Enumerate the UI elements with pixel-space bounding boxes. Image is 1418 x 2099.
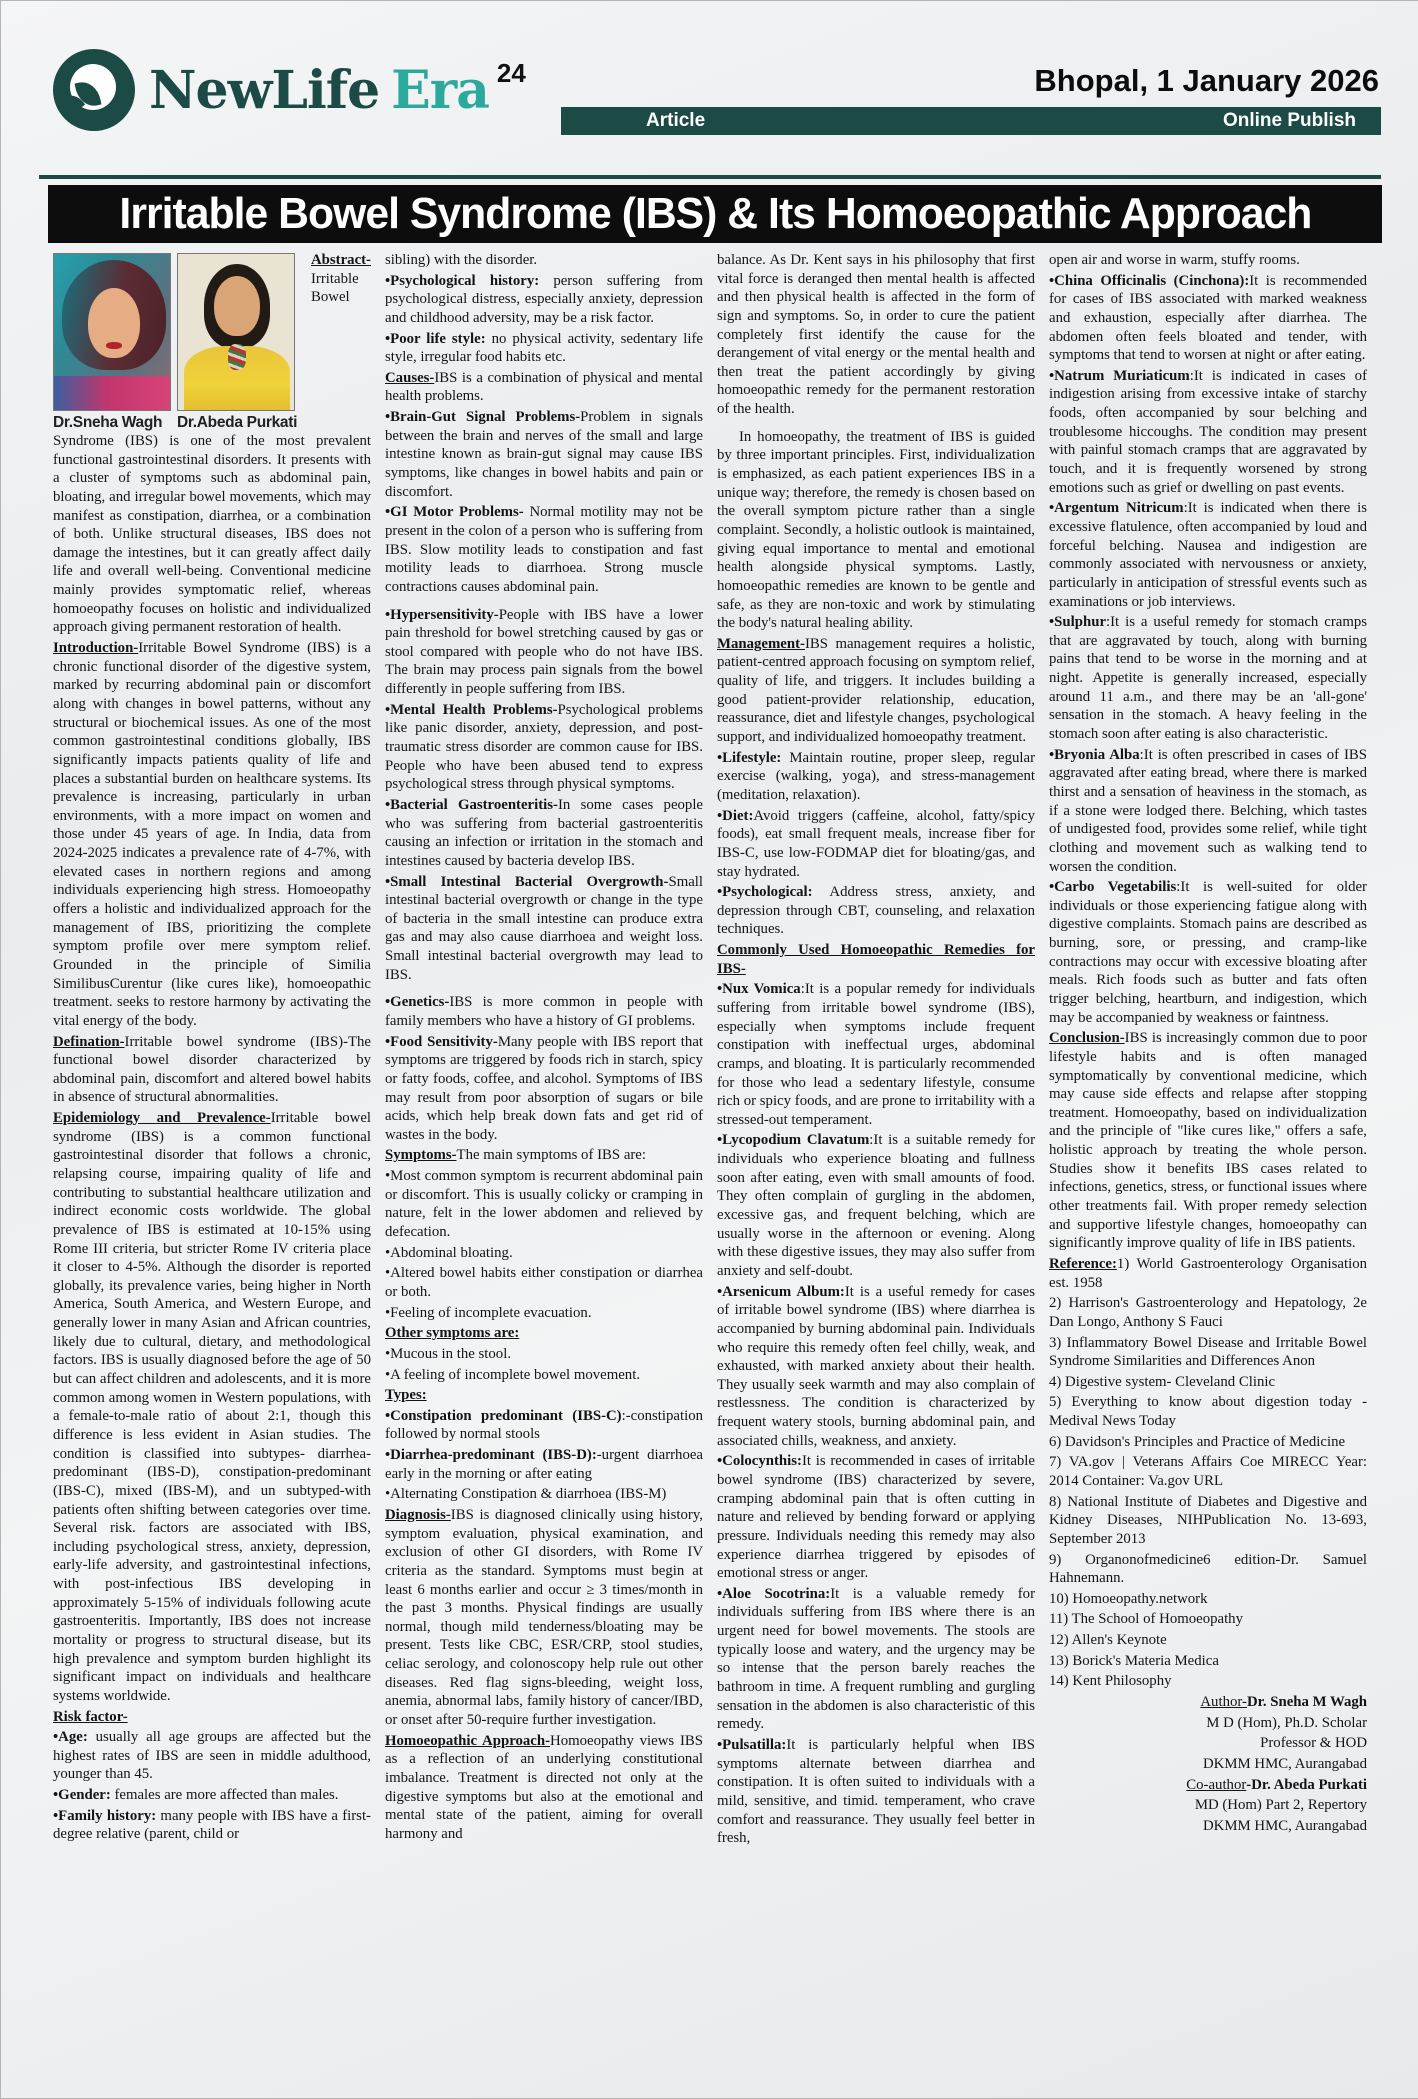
- paragraph: Reference:1) World Gastroenterology Organisation est. 1958: [1049, 1255, 1367, 1291]
- paragraph: •Sulphur:It is a useful remedy for stomach cramps that are aggravated by touch, along with burning pains that tend to be worse in the morning and at night. Appetite is generally increased, especially around 11 a.m., and there may be an 'all-gone' sensation in the stomach. A heavy feeling in the stomach soon after eating is also characteristic.: [1049, 614, 1367, 743]
- paragraph-lead: •Sulphur: [1049, 614, 1107, 631]
- paragraph: •Poor life style: no physical activity, sedentary life style, irregular food habits etc.: [385, 330, 703, 366]
- paragraph: [717, 941, 1035, 978]
- paragraph: •Age: usually all age groups are affected but the highest rates of IBS are seen in middle adulthood, younger than 45.: [53, 1729, 371, 1783]
- paragraph: Defination-Irritable bowel syndrome (IBS)-The functional bowel disorder characterized by abdominal pain, discomfort and altered bowel habits in absence of structural abnormalities.: [53, 1033, 371, 1106]
- paragraph: [1049, 1693, 1367, 1712]
- paragraph-lead: Co-author: [1186, 1776, 1247, 1793]
- paragraph-lead: Introduction-: [53, 640, 139, 657]
- paragraph-lead: •China Officinalis (Cinchona):: [1049, 272, 1250, 289]
- paragraph-lead: •Bacterial Gastroenteritis-: [385, 796, 558, 813]
- paragraph: •Aloe Socotrina:It is a valuable remedy for individuals suffering from IBS where there is an urgent need for bowel movements. The stools are typically loose and watery, and the urgency may be so intense that the person barely reaches the bathroom in time. A frequent rumbling and gurgling sensation in the abdomen is also characteristic of this remedy.: [717, 1585, 1035, 1733]
- paragraph-lead: •Diet:: [717, 807, 754, 824]
- paragraph: •Carbo Vegetabilis:It is well-suited for older individuals or those experiencing fatigue along with digestive complaints. Stomach pains are described as burning, sore, or pressing, and cramp-like contractions may occur with excessive bloating after meals. Rich foods such as butter and fats often trigger belching, heartburn, and indigestion, which may be accompanied by weakness or faintness.: [1049, 879, 1367, 1026]
- author-photo-figure: [53, 253, 177, 432]
- section-tag-bar: [561, 107, 1381, 135]
- paragraph-lead: •Psychological history:: [385, 272, 540, 289]
- tag-online-publish: Online Publish: [1222, 110, 1356, 131]
- paragraph-lead: Homoeopathic Approach-: [385, 1732, 551, 1749]
- paragraph: •China Officinalis (Cinchona):It is recommended for cases of IBS associated with marked weakness and exhaustion, especially after diarrhea. The abdomen often feels bloated and tender, with symptoms that tend to worsen at night or after eating.: [1049, 272, 1367, 364]
- paragraph-lead: •Natrum Muriaticum: [1049, 367, 1190, 384]
- paragraph-lead: Defination-: [53, 1033, 125, 1050]
- paragraph: Conclusion-IBS is increasingly common due to poor lifestyle habits and is often managed symptomatically by conventional medicine, which may cause side effects and relapse after stopping treatment. Homoeopathy, based on individualization and the principle of "like cures like," offers a safe, holistic approach by treating the whole person. Studies show it benefits IBS cases related to infections, genetics, stress, or functional issues where other treatments fail. With proper remedy selection and supportive lifestyle changes, homoeopathy can significantly improve quality of life in IBS patients.: [1049, 1030, 1367, 1252]
- paragraph: open air and worse in warm, stuffy rooms.: [1049, 252, 1300, 268]
- paragraph: •Feeling of incomplete evacuation.: [385, 1304, 592, 1321]
- paragraph: Causes-IBS is a combination of physical and mental health problems.: [385, 369, 703, 405]
- paragraph: DKMM HMC, Aurangabad: [1203, 1817, 1367, 1834]
- paragraph-lead: Epidemiology and Prevalence-: [53, 1110, 271, 1127]
- paragraph: 2) Harrison's Gastroenterology and Hepatology, 2e Dan Longo, Anthony S Fauci: [1049, 1295, 1367, 1330]
- paragraph: •Lifestyle: Maintain routine, proper sleep, regular exercise (walking, yoga), and stress-management (meditation, relaxation).: [717, 749, 1035, 803]
- paragraph-lead: Author-: [1200, 1694, 1247, 1711]
- column-1: [53, 251, 371, 1850]
- paragraph: •Hypersensitivity-People with IBS have a lower pain threshold for bowel stretching caused by gas or stool compared with people who do not have IBS. The brain may process pain signals from the bowel differently in people suffering from IBS.: [385, 606, 703, 698]
- paragraph: 6) Davidson's Principles and Practice of Medicine: [1049, 1433, 1346, 1450]
- paragraph: •Bacterial Gastroenteritis-In some cases people who was suffering from bacterial gastroenteritis causing an infection or irritation in the stomach and intestines caused by bacteria develop IBS.: [385, 796, 703, 869]
- paragraph-lead: •Lycopodium Clavatum: [717, 1132, 870, 1149]
- paragraph-lead: Conclusion-: [1049, 1030, 1125, 1047]
- paragraph: •Psychological: Address stress, anxiety, and depression through CBT, counseling, and relaxation techniques.: [717, 884, 1035, 938]
- paragraph-lead: Commonly Used Homoeopathic Remedies for IBS-: [717, 942, 1035, 977]
- paragraph: •Mental Health Problems-Psychological problems like panic disorder, anxiety, depression, and post-traumatic stress disorder are common cause for IBS. People who have been abused tend to express psychological stress through physical symptoms.: [385, 701, 703, 793]
- paragraph: Diagnosis-IBS is diagnosed clinically using history, symptom evaluation, physical examination, and exclusion of other GI disorders, with Rome IV criteria as the standard. Symptoms must begin at least 6 months earlier and occur ≥ 3 times/month in the past 3 months. Physical findings are usually normal, though mild tenderness/bloating may be present. Tests like CBC, ESR/CRP, stool studies, celiac serology, and colonoscopy help rule out other diseases. Red flag signs-bleeding, weight loss, anemia, abnormal labs, family history of cancer/IBD, or onset after 50-require further investigation.: [385, 1507, 703, 1729]
- paragraph: •Colocynthis:It is recommended in cases of irritable bowel syndrome (IBS) characterized by severe, cramping abdominal pain that is often cutting in nature and relieved by bending forward or applying pressure. Individuals needing this remedy may also experience diarrhea triggered by episodes of emotional stress or anger.: [717, 1453, 1035, 1582]
- paragraph: •Food Sensitivity-Many people with IBS report that symptoms are triggered by foods rich in starch, spicy or fatty foods, coffee, and alcohol. Symptoms of IBS may result from poor absorption of sugars or bile acids, which help break down fats and get rid of wastes in the body.: [385, 1033, 703, 1143]
- paragraph: Homoeopathic Approach-Homoeopathy views IBS as a reflection of an underlying constitutional imbalance. Treatment is directed not only at the digestive symptoms but also at the emotional and mental state of the patient, aiming for overall harmony and: [385, 1732, 703, 1842]
- photo-face: [214, 276, 260, 336]
- paragraph-lead: Other symptoms are:: [385, 1325, 520, 1342]
- paragraph: 7) VA.gov | Veterans Affairs Coe MIRECC Year: 2014 Container: Va.gov URL: [1049, 1454, 1367, 1489]
- paragraph: •Nux Vomica:It is a popular remedy for individuals suffering from irritable bowel syndrome (IBS), especially when symptoms include frequent constipation with ineffectual urges, abdominal cramps, and bloating. It is particularly recommended for those who lead a sedentary lifestyle, consume rich or spicy foods, and are prone to irritability with a stressed-out temperament.: [717, 981, 1035, 1128]
- paragraph: •Lycopodium Clavatum:It is a suitable remedy for individuals who experience bloating and fullness soon after eating, even with small amounts of food. They often complain of gurgling in the abdomen, excessive gas, and frequent belching, which are usually worse in the afternoon or evening. Along with these digestive issues, they may also suffer from anxiety and self-doubt.: [717, 1132, 1035, 1279]
- paragraph: 8) National Institute of Diabetes and Digestive and Kidney Diseases, NIHPublication No. 13-693, September 2013: [1049, 1493, 1367, 1547]
- paragraph-lead: •GI Motor Problems-: [385, 504, 524, 521]
- paragraph: In homoeopathy, the treatment of IBS is guided by three important principles. First, individualization is emphasized, as each patient experiences IBS in a unique way; therefore, the remedy is chosen based on the overall symptom picture rather than a single complaint. Secondly, a holistic outlook is maintained, giving equal importance to mental and emotional health alongside physical symptoms. Lastly, homoeopathic remedies are known to be gentle and safe, as they are non-toxic and work by stimulating the body's natural healing ability.: [717, 428, 1035, 632]
- paragraph: •Pulsatilla:It is particularly helpful when IBS symptoms alternate between diarrhea and constipation. It is often suited to individuals with a mild, sensitive, and timid. temperament, who crave comfort and reassurance. They usually feel better in fresh,: [717, 1736, 1035, 1847]
- bold-text: Dr. Sneha M Wagh: [1246, 1694, 1367, 1711]
- paragraph: 12) Allen's Keynote: [1049, 1632, 1167, 1649]
- author-photo-sneha: [53, 253, 171, 411]
- paragraph-lead: •Constipation predominant (IBS-C): [385, 1407, 622, 1424]
- paragraph: DKMM HMC, Aurangabad: [1203, 1755, 1367, 1772]
- paragraph: •Constipation predominant (IBS-C):-constipation followed by normal stools: [385, 1407, 703, 1443]
- paragraph: •Alternating Constipation & diarrhoea (IBS-M): [385, 1486, 667, 1503]
- paragraph-lead: •Aloe Socotrina:: [717, 1585, 831, 1602]
- photo-lips: [106, 342, 122, 349]
- paragraph-lead: •Diarrhea-predominant (IBS-D):: [385, 1447, 597, 1464]
- paragraph: •Small Intestinal Bacterial Overgrowth-Small intestinal bacterial overgrowth or change in the type of bacteria in the small intestine can produce extra gas and may also cause diarrhoea and weight loss. Small intestinal bacterial overgrowth may lead to IBS.: [385, 873, 703, 983]
- paragraph: •Gender: females are more affected than males.: [53, 1787, 339, 1804]
- paragraph: Professor & HOD: [1260, 1735, 1367, 1752]
- paragraph-lead: •Carbo Vegetabilis: [1049, 879, 1177, 896]
- paragraph: Management-IBS management requires a holistic, patient-centred approach focusing on symptom relief, quality of life, and triggers. It includes building a good patient-provider relationship, education, reassurance, diet and lifestyle changes, psychological support, and individualized homoeopathy treatment.: [717, 635, 1035, 746]
- paragraph: •Brain-Gut Signal Problems-Problem in signals between the brain and nerves of the small and large intestine known as brain-gut signal may cause IBS symptoms, like changes in bowel habits and pain or discomfort.: [385, 409, 704, 500]
- paragraph: 10) Homoeopathy.network: [1049, 1590, 1208, 1607]
- paragraph: [385, 1324, 703, 1343]
- paragraph: 11) The School of Homoeopathy: [1049, 1611, 1243, 1628]
- paragraph: 5) Everything to know about digestion today - Medival News Today: [1049, 1394, 1367, 1430]
- paragraph: [385, 1386, 703, 1405]
- brand: [53, 49, 526, 131]
- author-photo-caption: Dr.Sneha Wagh: [53, 414, 163, 431]
- paragraph: [1049, 1776, 1367, 1795]
- photo-scarf: [228, 344, 246, 370]
- header-rule: [39, 175, 1381, 179]
- paragraph: 9) Organonofmedicine6 edition-Dr. Samuel Hahnemann.: [1049, 1551, 1367, 1587]
- paragraph-lead: Management-: [717, 635, 805, 652]
- paragraph-lead: •Psychological:: [717, 884, 813, 901]
- paragraph: •Abdominal bloating.: [385, 1244, 513, 1261]
- paragraph-lead: •Genetics-: [385, 994, 450, 1011]
- paragraph-lead: •Lifestyle:: [717, 749, 782, 766]
- author-photos: [53, 253, 303, 432]
- paragraph: MD (Hom) Part 2, Repertory: [1194, 1797, 1367, 1814]
- paragraph-lead: •Poor life style:: [385, 330, 486, 347]
- author-photo-figure: [177, 253, 297, 432]
- column-3: [717, 251, 1035, 1850]
- paragraph-lead: •Arsenicum Album:: [717, 1283, 845, 1300]
- paragraph: 3) Inflammatory Bowel Disease and Irritable Bowel Syndrome Similarities and Differences Anon: [1049, 1334, 1367, 1370]
- paragraph: Epidemiology and Prevalence-Irritable bowel syndrome (IBS) is a common functional gastrointestinal disorder that follows a chronic, relapsing course, impairing quality of life and contributing to substantial healthcare utilization and indirect economic costs worldwide. The global prevalence of IBS is estimated at 10-15% using Rome III criteria, but stricter Rome IV criteria place it closer to 4-5%. Although the disorder is reported globally, its prevalence varies, being higher in North America, South America, and Western Europe, and generally lower in many Asian and African countries, likely due to cultural, dietary, and methodological factors. IBS is usually diagnosed before the age of 50 but can affect children and adolescents, and it is more common among women in Western populations, with a female-to-male ratio of about 2:1, though this difference is less evident in Asian studies. The condition is classified into subtypes- diarrhea-predominant (IBS-D), constipation-predominant (IBS-C), mixed (IBS-M), and un subtyped-with patients often shifting between categories over time. Several risk. factors are associated with IBS, including psychological stress, anxiety, depression, early-life adversity, and gastrointestinal infections, with post-infectious IBS developing in approximately 5-15% of individuals following acute gastroenteritis. Importantly, IBS does not increase mortality or progress to structural disease, but its high prevalence and symptom burden highlight its significant impact on individuals and healthcare systems worldwide.: [53, 1110, 371, 1704]
- article-title: Irritable Bowel Syndrome (IBS) & Its Homoeopathic Approach: [119, 189, 1311, 238]
- article-title-band: [48, 185, 1382, 243]
- author-photo-abeda: [177, 253, 295, 411]
- paragraph-lead: •Hypersensitivity-: [385, 606, 499, 623]
- paragraph: balance. As Dr. Kent says in his philosophy that first vital force is deranged then mental health is affected and then physical health is affected in the form of sign and symptoms. So, in order to cure the patient completely first identify the cause for the derangement of vital energy or the mental health and then treat the patient accordingly by giving homoeopathic remedy for the permanent restoration of the health.: [717, 252, 1035, 418]
- paragraph-lead: •Mental Health Problems-: [385, 701, 558, 718]
- brand-name-newlife: NewLife: [149, 59, 380, 121]
- dateline: Bhopal, 1 January 2026: [1034, 63, 1379, 98]
- article-body: [53, 251, 1365, 1850]
- paragraph: Symptoms-The main symptoms of IBS are:: [385, 1147, 646, 1164]
- paragraph: •Diarrhea-predominant (IBS-D):-urgent diarrhoea early in the morning or after eating: [385, 1447, 703, 1482]
- paragraph-lead: •Small Intestinal Bacterial Overgrowth-: [385, 873, 669, 890]
- paragraph: •Argentum Nitricum:It is indicated when there is excessive flatulence, often accompanied by loud and forceful belching. Nausea and indigestion are commonly associated with nervousness or anxiety, particularly in anticipation of stressful events such as examinations or job interviews.: [1049, 500, 1367, 610]
- bold-text: -Dr. Abeda Purkati: [1246, 1776, 1367, 1793]
- photo-clothing: [54, 376, 171, 410]
- column-4: [1049, 251, 1367, 1850]
- paragraph-lead: •Gender:: [53, 1787, 111, 1804]
- paragraph: [53, 1708, 371, 1727]
- paragraph: 4) Digestive system- Cleveland Clinic: [1049, 1373, 1276, 1390]
- page-header: [1, 1, 1418, 183]
- newlife-logo-icon: [53, 49, 135, 131]
- paragraph-lead: Causes-: [385, 369, 435, 386]
- paragraph-lead: Risk factor-: [53, 1708, 128, 1725]
- paragraph-lead: Symptoms-: [385, 1147, 457, 1164]
- paragraph: Abstract-Irritable Bowel Syndrome (IBS) is one of the most prevalent functional gastrointestinal disorders. It presents with a cluster of symptoms such as abdominal pain, bloating, and irregular bowel movements, which may manifest as constipation, diarrhea, or a combination of both. Unlike structural diseases, IBS does not damage the intestines, but it can greatly affect daily life and overall well-being. Conventional medicine mainly provides symptomatic relief, whereas homoeopathy focuses on holistic and individualized approach giving permanent restoration of health.: [53, 252, 371, 636]
- paragraph: •Arsenicum Album:It is a useful remedy for cases of irritable bowel syndrome (IBS) where diarrhea is accompanied by burning abdominal pain. Individuals who require this remedy often feel chilly, weak, and exhausted, with marked anxiety about their health. They usually seek warmth and may also complain of restlessness. The condition is characterized by frequent watery stools, burning abdominal pain, and associated chills, weakness, and anxiety.: [717, 1283, 1035, 1449]
- paragraph: sibling) with the disorder.: [385, 252, 538, 268]
- paragraph-lead: Diagnosis-: [385, 1507, 451, 1523]
- paragraph: •Diet:Avoid triggers (caffeine, alcohol, fatty/spicy foods), eat small frequent meals, increase fiber for IBS-C, use low-FODMAP diet for bloating/gas, and stay hydrated.: [717, 807, 1035, 880]
- brand-name-era: Era: [391, 59, 489, 121]
- page-number: 24: [496, 57, 526, 88]
- paragraph-lead: Abstract-: [311, 252, 371, 268]
- paragraph-lead: •Family history:: [53, 1807, 157, 1824]
- paragraph: •Mucous in the stool.: [385, 1345, 512, 1362]
- paragraph: •Psychological history: person suffering from psychological distress, especially anxiety, depression and childhood adversity, may be a risk factor.: [385, 272, 703, 326]
- paragraph-lead: Reference:: [1049, 1255, 1117, 1272]
- paragraph: Introduction-Irritable Bowel Syndrome (IBS) is a chronic functional disorder of the digestive system, marked by recurring abdominal pain or discomfort along with changes in bowel patterns, without any structural or biochemical issues. As one of the most common gastrointestinal conditions globally, IBS significantly impacts patients quality of life and places a substantial burden on healthcare systems. Its prevalence is increasing, particularly in urban environments, with a more impact on women and those under 45 years of age. In India, data from 2024-2025 indicates a prevalence rate of 4-7%, with elevated cases in northern regions and among individuals experiencing high stress. Homoeopathy offers a holistic and individualized approach for the management of IBS, prioritizing the complete symptom profile over mere symptom relief. Grounded in the principle of Similia SimilibusCurentur (like cures like), homoeopathic treatment. seeks to restore harmony by activating the vital energy of the body.: [53, 640, 371, 1029]
- paragraph: M D (Hom), Ph.D. Scholar: [1206, 1714, 1367, 1731]
- paragraph: •Most common symptom is recurrent abdominal pain or discomfort. This is usually colicky or cramping in nature, felt in the lower abdomen and relieved by defecation.: [385, 1168, 703, 1241]
- paragraph-lead: •Age:: [53, 1729, 88, 1746]
- paragraph: 13) Borick's Materia Medica: [1049, 1652, 1219, 1669]
- column-2: [385, 251, 703, 1850]
- paragraph-lead: •Food Sensitivity-: [385, 1033, 498, 1050]
- paragraph-lead: •Colocynthis:: [717, 1453, 802, 1470]
- paragraph: •Altered bowel habits either constipation or diarrhea or both.: [385, 1265, 703, 1300]
- paragraph: 14) Kent Philosophy: [1049, 1673, 1172, 1690]
- paragraph: •Family history: many people with IBS have a first-degree relative (parent, child or: [53, 1807, 371, 1843]
- paragraph: •Natrum Muriaticum:It is indicated in cases of indigestion arising from excessive intake of starchy foods, often accompanied by sour belching and troublesome hiccoughs. The condition may present with painful stomach cramps that are aggravated by touch, and it is frequently worsened by strong emotions such as grief or dwelling on past events.: [1049, 367, 1367, 496]
- paragraph: •GI Motor Problems- Normal motility may not be present in the colon of a person who is suffering from IBS. Slow motility leads to constipation and fast motility leads to diarrhoea. Strong muscle contractions causes abdominal pain.: [385, 504, 703, 595]
- paragraph: •Bryonia Alba:It is often prescribed in cases of IBS aggravated after eating bread, where there is marked thirst and a sensation of heaviness in the stomach, as if a stone were lodged there. Belching, which tastes of undigested food, provides some relief, while tight clothing and movement such as walking tend to worsen the condition.: [1049, 746, 1367, 875]
- author-photo-caption: Dr.Abeda Purkati: [177, 414, 298, 431]
- paragraph-lead: •Argentum Nitricum: [1049, 500, 1184, 517]
- paragraph-lead: •Bryonia Alba: [1049, 746, 1140, 763]
- paragraph: •A feeling of incomplete bowel movement.: [385, 1366, 641, 1383]
- paragraph: •Genetics-IBS is more common in people with family members who have a history of GI problems.: [385, 994, 703, 1029]
- paragraph-lead: •Nux Vomica: [717, 981, 801, 998]
- paragraph-lead: •Brain-Gut Signal Problems-: [385, 409, 581, 426]
- tag-article: Article: [646, 110, 706, 131]
- paragraph-lead: •Pulsatilla:: [717, 1736, 787, 1753]
- paragraph-lead: Types:: [385, 1387, 427, 1404]
